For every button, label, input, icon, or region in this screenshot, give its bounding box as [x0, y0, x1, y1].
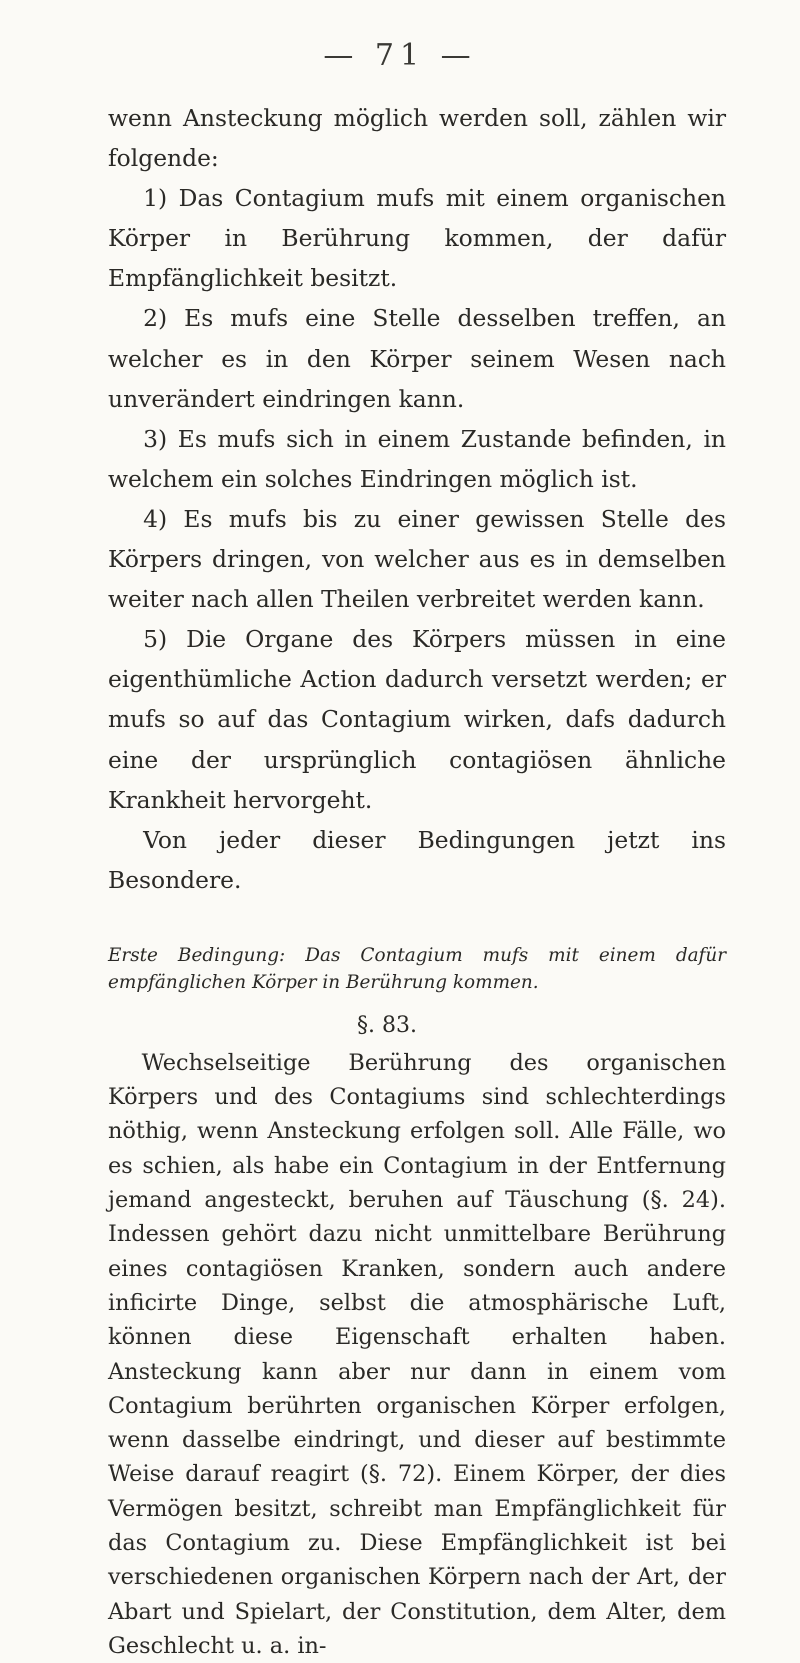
body-paragraph: Wechselseitige Berührung des organischen Körpers und des Contagiums sind schlechterdings nöthig, wenn Ansteckung erfolgen soll. Alle Fälle, wo es schien, als habe ein Contagium in der Entfernung jemand angesteckt, beruhen auf Täuschung (§. 24). Indessen gehört dazu nicht unmittelbare Berührung eines contagiösen Kranken, sondern auch andere inficirte Dinge, selbst die atmosphärische Luft, können diese Eigenschaft erhalten haben. Ansteckung kann aber nur dann in einem vom Contagium berührten organischen Körper erfolgen, wenn dasselbe eindringt, und dieser auf bestimmte Weise darauf reagirt (§. 72). Einem Körper, der dies Vermögen besitzt, schreibt man Empfänglichkeit für das Contagium zu. Diese Empfänglichkeit ist bei verschiedenen organischen Körpern nach der Art, der Abart und Spielart, der Constitution, dem Alter, dem Geschlecht u. a. in-: [108, 1049, 726, 1659]
page-text: [108, 98, 726, 1663]
section-number: §. 83.: [357, 1012, 417, 1038]
section-heading: Erste Bedingung: Das Contagium mufs mit einem dafür empfänglichen Körper in Berührung kommen.: [108, 944, 726, 993]
condition-3: 3) Es mufs sich in einem Zustande befinden, in welchem ein solches Eindringen möglich ist.: [108, 424, 726, 493]
intro-paragraph: wenn Ansteckung möglich werden soll, zählen wir folgende:: [108, 104, 726, 173]
condition-4: 4) Es mufs bis zu einer gewissen Stelle des Körpers dringen, von welcher aus es in demselben weiter nach allen Theilen verbreitet werden kann.: [108, 504, 726, 614]
condition-1: 1) Das Contagium mufs mit einem organischen Körper in Berührung kommen, der dafür Empfänglichkeit besitzt.: [108, 184, 726, 293]
condition-2: 2) Es mufs eine Stelle desselben treffen, an welcher es in den Körper seinem Wesen nach unverändert eindringen kann.: [108, 304, 726, 413]
condition-5: 5) Die Organe des Körpers müssen in eine eigenthümliche Action dadurch versetzt werden; er mufs so auf das Contagium wirken, dafs dadurch eine der ursprünglich contagiösen ähnliche Krankheit hervorgeht.: [108, 625, 726, 814]
transition-paragraph: Von jeder dieser Bedingungen jetzt ins Besondere.: [108, 825, 726, 894]
page-number: — 71 —: [323, 38, 477, 73]
